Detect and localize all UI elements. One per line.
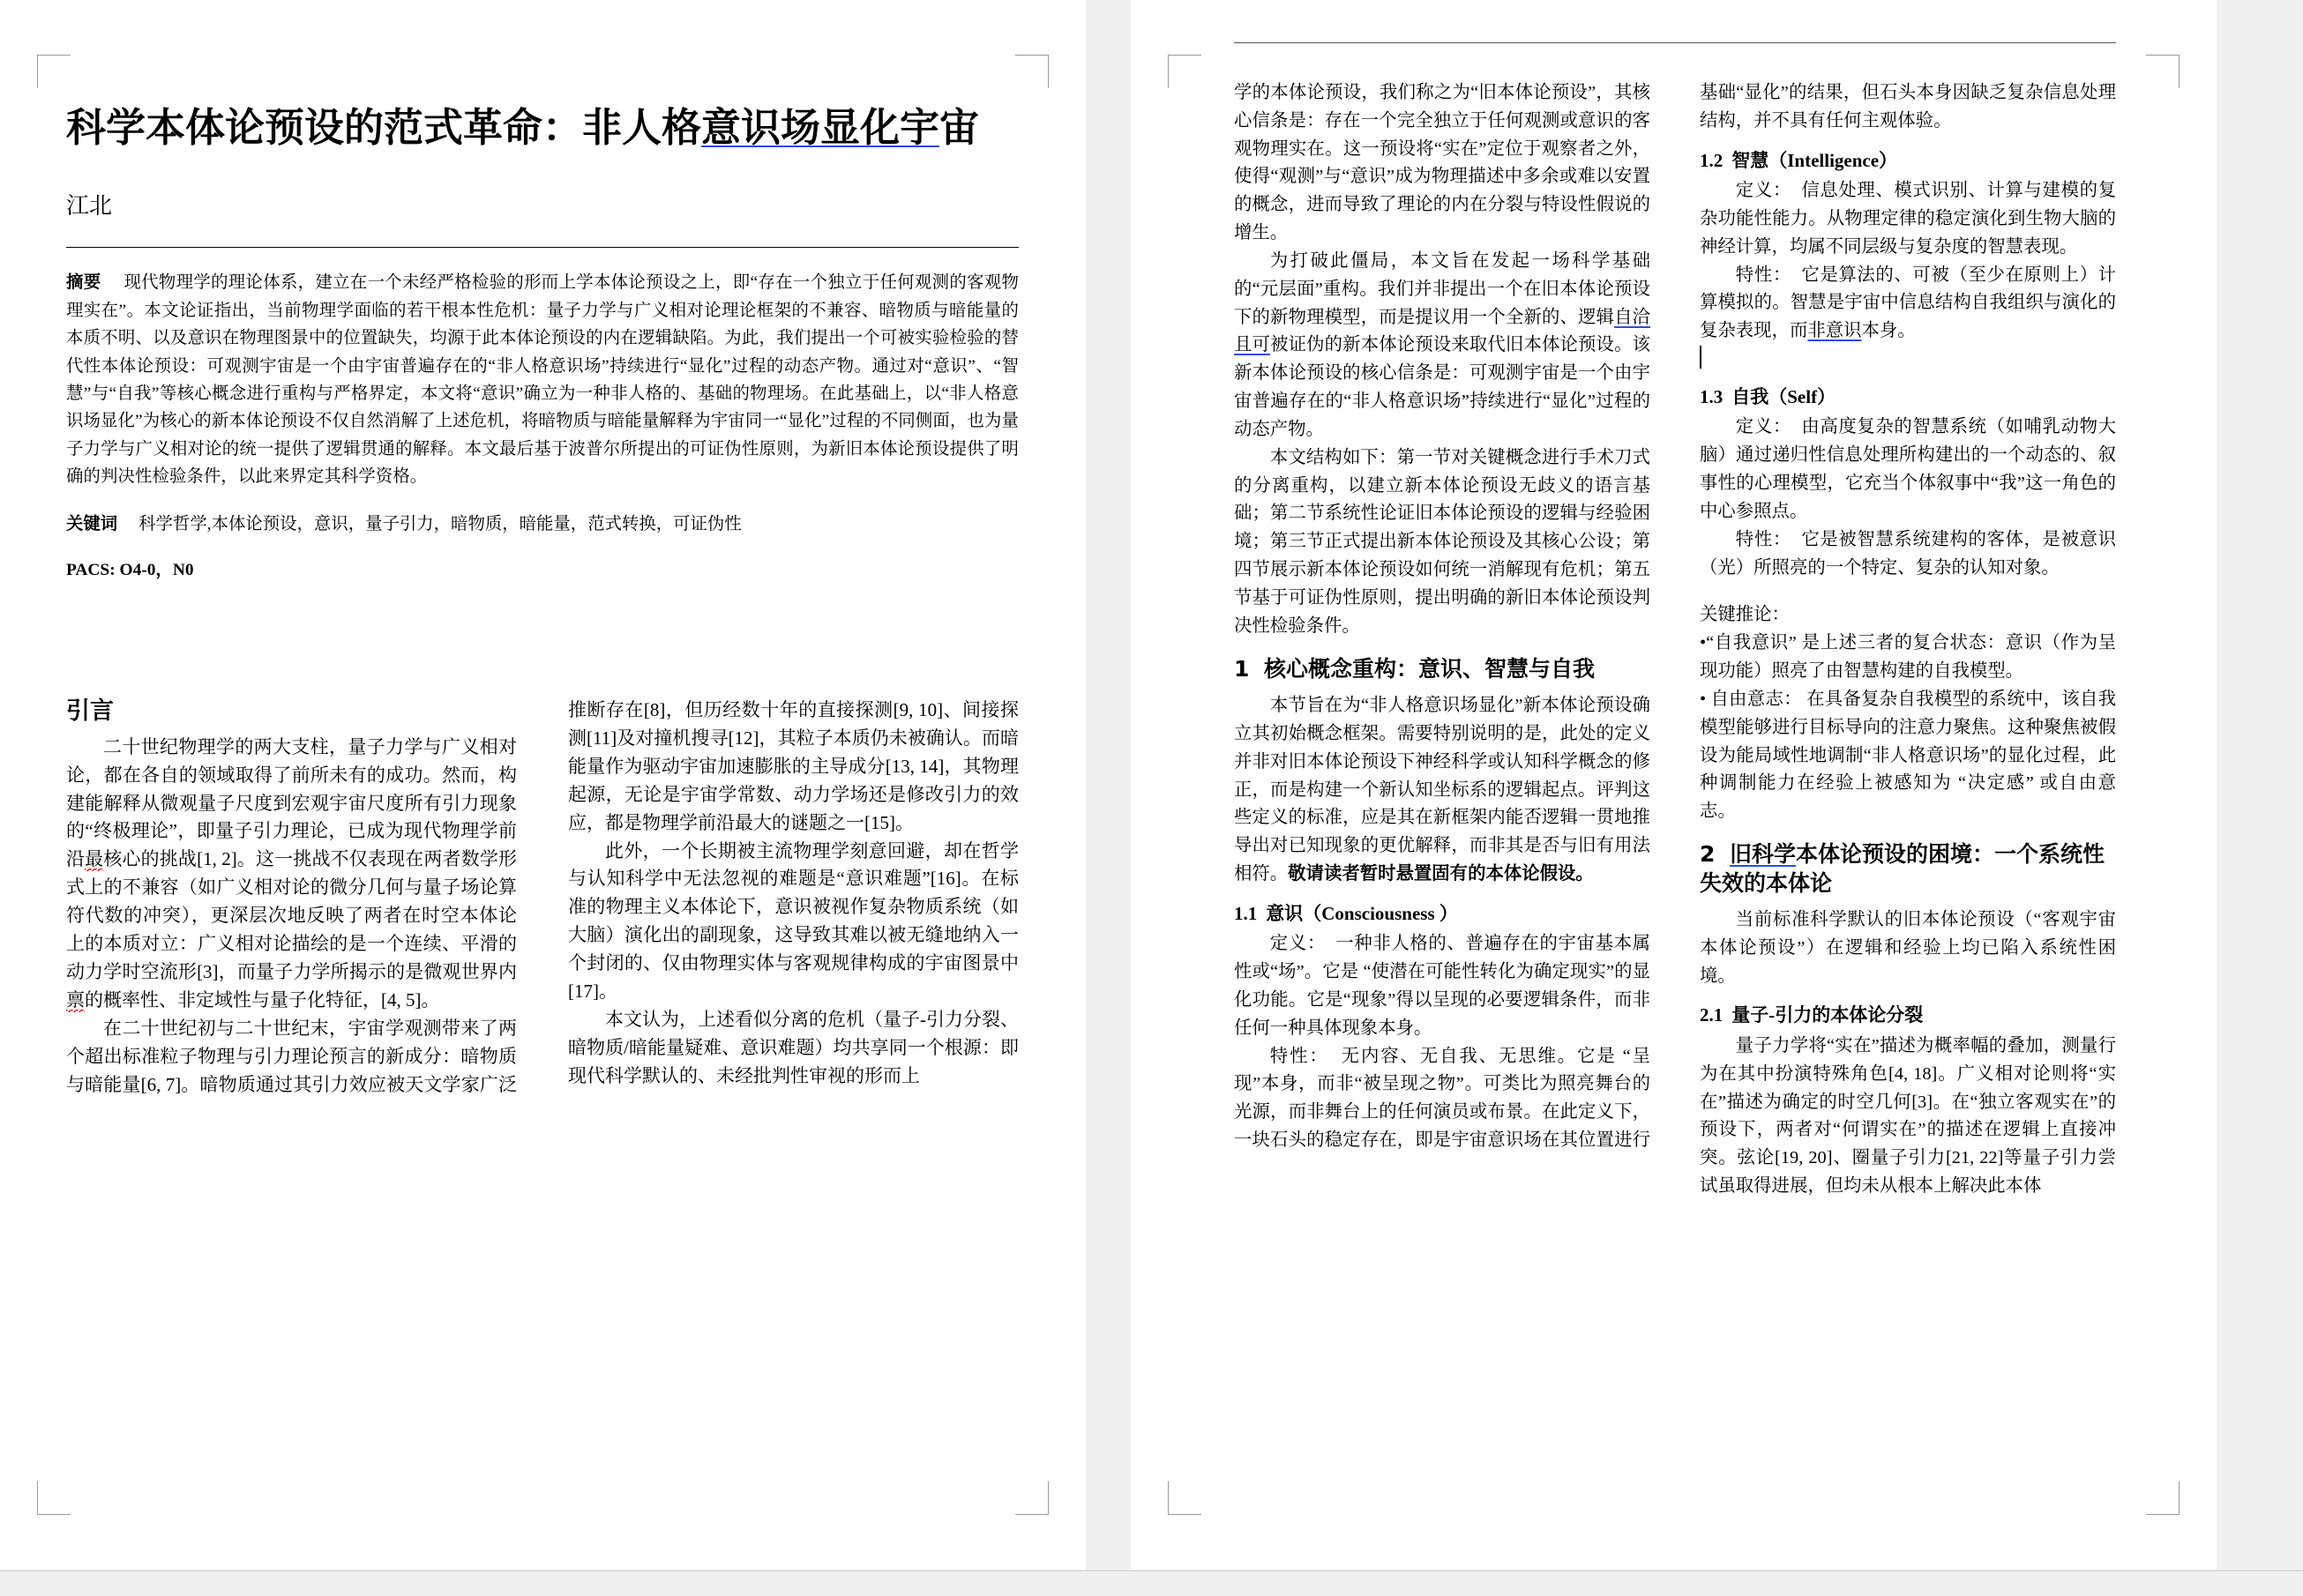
key-inference-bullet-1: •“自我意识” 是上述三者的复合状态：意识（作为呈现功能）照亮了由智慧构建的自我模型。 <box>1700 633 2116 682</box>
section-1-intro-paragraph <box>1234 692 1650 889</box>
section-1-intro-text: 本节旨在为“非人格意识场显化”新本体论预设确立其初始概念框架。需要特别说明的是，此处的定义并非对旧本体论预设下神经科学或认知科学概念的修正，而是构建一个新认知坐标系的逻辑起点。评判这些定义的标准，应是其在新框架内能否逻辑一贯地推导出对已知现象的更优解释，而非其是否与旧有用法相符。 <box>1234 696 1650 884</box>
title-underlined-segment[interactable]: 意识场显化宇 <box>701 104 940 151</box>
title-segment-1: 科学本体论预设的范式革命：非人格 <box>66 104 702 151</box>
section-1-2-trait <box>1700 262 2116 346</box>
p2-paragraph-1: 学的本体论预设，我们称之为“旧本体论预设”，其核心信条是：存在一个完全独立于任何观测或意识的客观物理实在。这一预设将“实在”定位于观察者之外，使得“观测”与“意识”成为物理描述中多余或难以安置的概念，进而导致了理论的内在分裂与特设性假说的增生。 <box>1234 83 1650 243</box>
text-cursor-line <box>1700 346 2116 372</box>
keywords-label: 关键词 <box>66 514 118 533</box>
grammar-underline-3[interactable]: 旧科学 <box>1730 841 1797 867</box>
crop-mark-bottom-right <box>2146 1481 2180 1515</box>
definition-label: 定义： <box>1269 934 1326 954</box>
section-1-3-heading <box>1700 384 2116 410</box>
section-2-heading <box>1700 840 2116 898</box>
section-1-title: 核心概念重构：意识、智慧与自我 <box>1264 655 1596 682</box>
spellcheck-word-1[interactable]: 最 <box>85 848 104 870</box>
trait-text: 无内容、无自我、无思维。它是 “呈现”本身，而非“被呈现之物”。可类比为照亮舞台的光源，而非舞台上的任何演员或布景。在此定义下，一块石头的稳定存在，即是宇宙意识场在其位置进行基础“显化”的结果，但石头本身因缺乏复杂信息处理结构，并不具有任何主观体验。 <box>1234 83 2116 1151</box>
key-inference-bullet-2: • 自由意志： 在具备复杂自我模型的系统中，该自我模型能够进行目标导向的注意力聚焦。这种聚焦被假设为能局域性地调制“非人格意识场”的显化过程，此种调制能力在经验上被感知为 “决定感” 或自由意志。 <box>1700 689 2116 822</box>
section-2-paragraph: 当前标准科学默认的旧本体论预设（“客观宇宙本体论预设”）在逻辑和经验上均已陷入系统性困境。 <box>1700 910 2116 986</box>
definition-text: 信息处理、模式识别、计算与建模的复杂功能性能力。从物理定律的稳定演化到生物大脑的神经计算，均属不同层级与复杂度的智慧表现。 <box>1700 181 2116 257</box>
trait-label: 特性： <box>1735 265 1791 285</box>
spellcheck-word-2[interactable]: 禀 <box>66 988 85 1011</box>
key-inference-label: 关键推论： <box>1700 605 1790 625</box>
trait-text-a: 它是算法的、可被（至少在原则上）计算模拟的。智慧是宇宙中信息结构自我组织与演化的复杂表现，而 <box>1700 265 2116 341</box>
p2-paragraph-2 <box>1234 248 1650 444</box>
section-1-1-number: 1.1 <box>1234 902 1258 924</box>
section-1-1-title: 意识（Consciousness ） <box>1266 902 1458 924</box>
author-name: 江北 <box>66 193 113 220</box>
definition-text: 由高度复杂的智慧系统（如哺乳动物大脑）通过递归性信息处理所构建出的一个动态的、叙事性的心理模型，它充当个体叙事中“我”这一角色的中心参照点。 <box>1700 417 2116 521</box>
section-1-2-number: 1.2 <box>1700 149 1724 171</box>
p2-paragraph-3: 本文结构如下：第一节对关键概念进行手术刀式的分离重构，以建立新本体论预设无歧义的语言基础；第二节系统性论证旧本体论预设的逻辑与经验困境；第三节正式提出新本体论预设及其核心公设；第四节展示新本体论预设如何统一消解现有危机；第五节基于可证伪性原则，提出明确的新旧本体论预设判决性检验条件。 <box>1234 447 1650 636</box>
keywords-block <box>66 511 1019 538</box>
section-2-1-number: 2.1 <box>1700 1004 1724 1026</box>
intro-p1-c: 的概率性、非定域性与量子化特征，[4, 5]。 <box>85 988 440 1011</box>
section-2-1-paragraph: 量子力学将“实在”描述为概率幅的叠加，测量行为在其中扮演特殊角色[4, 18]。广义相对论则将“实在”描述为确定的时空几何[3]。在“独立客观实在”的预设下，两者对“何谓实在”的描述在逻辑上直接冲突。弦论[19, 20]、圈量子引力[21, 22]等量子引力尝试虽取得进展，但均未从根本上解决此本体 <box>1700 1035 2116 1197</box>
page-title <box>66 101 1019 154</box>
page-gutter <box>1086 0 1131 1570</box>
abstract-label: 摘要 <box>66 273 101 293</box>
definition-label: 定义： <box>1735 417 1791 437</box>
section-1-number: 1 <box>1234 655 1250 682</box>
section-1-2-definition <box>1700 177 2116 261</box>
trait-label: 特性： <box>1269 1046 1329 1066</box>
intro-paragraph-4: 本文认为，上述看似分离的危机（量子-引力分裂、暗物质/暗能量疑难、意识难题）均共享同一个根源：即现代科学默认的、未经批判性审视的形而上 <box>568 1008 1019 1086</box>
page-2[interactable] <box>1131 0 2217 1570</box>
definition-text: 一种非人格的、普遍存在的宇宙基本属性或“场”。它是 “使潜在可能性转化为确定现实”的显化功能。它是“现象”得以呈现的必要逻辑条件，而非任何一种具体现象本身。 <box>1234 934 1650 1038</box>
intro-p1-b: 核心的挑战[1, 2]。这一挑战不仅表现在两者数学形式上的不兼容（如广义相对论的微分几何与量子场论算符代数的冲突），更深层次地反映了两者在时空本体论上的本质对立：广义相对论描绘的是一个连续、平滑的动力学时空流形[3]，而量子力学所揭示的是微观世界内 <box>66 848 517 982</box>
section-1-3-title: 自我（Self） <box>1731 386 1836 408</box>
p2-p2-a: 为打破此僵局，本文旨在发起一场科学基础的“元层面”重构。我们并非提出一个在旧本体论预设下的新物理模型，而是提议用一个全新的、逻辑 <box>1234 250 1650 327</box>
intro-paragraph-1 <box>66 734 517 1015</box>
pacs-line: PACS: O4-0，N0 <box>66 560 194 579</box>
section-1-intro-bold: 敬请读者暂时悬置固有的本体论假设。 <box>1288 864 1594 884</box>
crop-mark-bottom-right <box>1015 1481 1049 1515</box>
intro-p1-a: 二十世纪物理学的两大支柱，量子力学与广义相对论，都在各自的领域取得了前所未有的成功。然而，构建能解释从微观量子尺度到宏观宇宙尺度所有引力现象的“终极理论”，即量子引力理论，已成为现代物理学前沿 <box>66 735 517 870</box>
definition-label: 定义： <box>1735 181 1791 201</box>
trait-text: 它是被智慧系统建构的客体，是被意识（光）所照亮的一个特定、复杂的认知对象。 <box>1700 529 2116 578</box>
text-caret[interactable] <box>1700 346 1701 369</box>
page-1-columns <box>66 697 1019 1402</box>
section-1-3-definition <box>1700 414 2116 526</box>
crop-mark-top-right <box>1015 55 1049 88</box>
intro-heading: 引言 <box>66 697 114 725</box>
trait-text-b: 本身。 <box>1861 321 1916 341</box>
header-divider <box>66 247 1019 248</box>
abstract-text: 现代物理学的理论体系，建立在一个未经严格检验的形而上学本体论预设之上，即“存在一个独立于任何观测的客观物理实在”。本文论证指出，当前物理学面临的若干根本性危机：量子力学与广义相对论理论框架的不兼容、暗物质与暗能量的本质不明、以及意识在物理图景中的位置缺失，均源于此本体论预设的内在逻辑缺陷。为此，我们提出一个可被实验检验的替代性本体论预设：可观测宇宙是一个由宇宙普遍存在的“非人格意识场”持续进行“显化”过程的动态产物。通过对“意识”、“智慧”与“自我”等核心概念进行重构与严格界定，本文将“意识”确立为一种非人格的、基础的物理场。在此基础上，以“非人格意识场显化”为核心的新本体论预设不仅自然消解了上述危机，将暗物质与暗能量解释为宇宙同一“显化”过程的不同侧面，也为量子力学与广义相对论的统一提供了逻辑贯通的解释。本文最后基于波普尔所提出的可证伪性原则，为新旧本体论预设提供了明确的判决性检验条件，以此来界定其科学资格。 <box>66 273 1019 487</box>
abstract-block <box>66 269 1019 491</box>
section-1-1-definition <box>1234 930 1650 1042</box>
section-2-number: 2 <box>1700 841 1716 867</box>
status-bar[interactable] <box>0 1570 2303 1596</box>
crop-mark-bottom-left <box>37 1481 71 1515</box>
crop-mark-top-left <box>37 55 71 88</box>
grammar-underline-2[interactable]: 非意识 <box>1807 321 1862 341</box>
section-2-1-heading <box>1700 1003 2116 1028</box>
trait-label: 特性： <box>1735 529 1791 549</box>
section-2-1-title: 量子-引力的本体论分裂 <box>1731 1004 1924 1026</box>
p2-p2-b: 被证伪的新本体论预设来取代旧本体论预设。该新本体论预设的核心信条是：可观测宇宙是一个由宇宙普遍存在的“非人格意识场”持续进行“显化”过程的动态产物。 <box>1234 335 1651 439</box>
grammar-underline-1[interactable]: 自洽且可 <box>1234 307 1651 355</box>
page-2-header-rule <box>1234 42 2116 43</box>
section-1-2-heading <box>1700 148 2116 174</box>
section-1-3-trait <box>1700 526 2116 583</box>
page-1[interactable] <box>0 0 1086 1570</box>
crop-mark-bottom-left <box>1168 1481 1201 1515</box>
intro-paragraph-3: 此外，一个长期被主流物理学刻意回避，却在哲学与认知科学中无法忽视的难题是“意识难题”[16]。在标准的物理主义本体论下，意识被视作复杂物质系统（如大脑）演化出的副现象，这导致其难以被无缝地纳入一个封闭的、仅由物理实体与客观规律构成的宇宙图景中[17]。 <box>568 839 1019 1003</box>
section-2-title: 本体论预设的困境：一个系统性失效的本体论 <box>1700 841 2105 896</box>
section-1-heading <box>1234 655 1650 684</box>
keywords-text: 科学哲学,本体论预设，意识，量子引力，暗物质，暗能量，范式转换，可证伪性 <box>138 514 742 533</box>
spacer <box>1700 582 2116 601</box>
page-2-columns <box>1234 79 2116 1499</box>
crop-mark-top-left <box>1168 55 1201 88</box>
page-1-header-block <box>66 101 1019 580</box>
section-1-2-title: 智慧（Intelligence） <box>1731 149 1898 171</box>
section-1-1-heading <box>1234 901 1650 927</box>
intro-paragraph-2: 在二十世纪初与二十世纪末，宇宙学观测带来了两个超出标准粒子物理与引力理论预言的新成分：暗物质与暗能量[6, 7]。暗物质通过其引力效应被天文学家广泛推断存在[8]，但历经数十年的直接探测[9, 10]、间接探测[11]及对撞机搜寻[12]，其粒子本质仍未被确认。而暗能量作为驱动宇宙加速膨胀的主导成分[13, 14]，其物理起源，无论是宇宙学常数、动力学场还是修改引力的效应，都是物理学前沿最大的谜题之一[15]。 <box>66 699 1019 1095</box>
crop-mark-top-right <box>2146 55 2180 88</box>
title-segment-2: 宙 <box>939 104 980 151</box>
section-1-3-number: 1.3 <box>1700 386 1724 408</box>
